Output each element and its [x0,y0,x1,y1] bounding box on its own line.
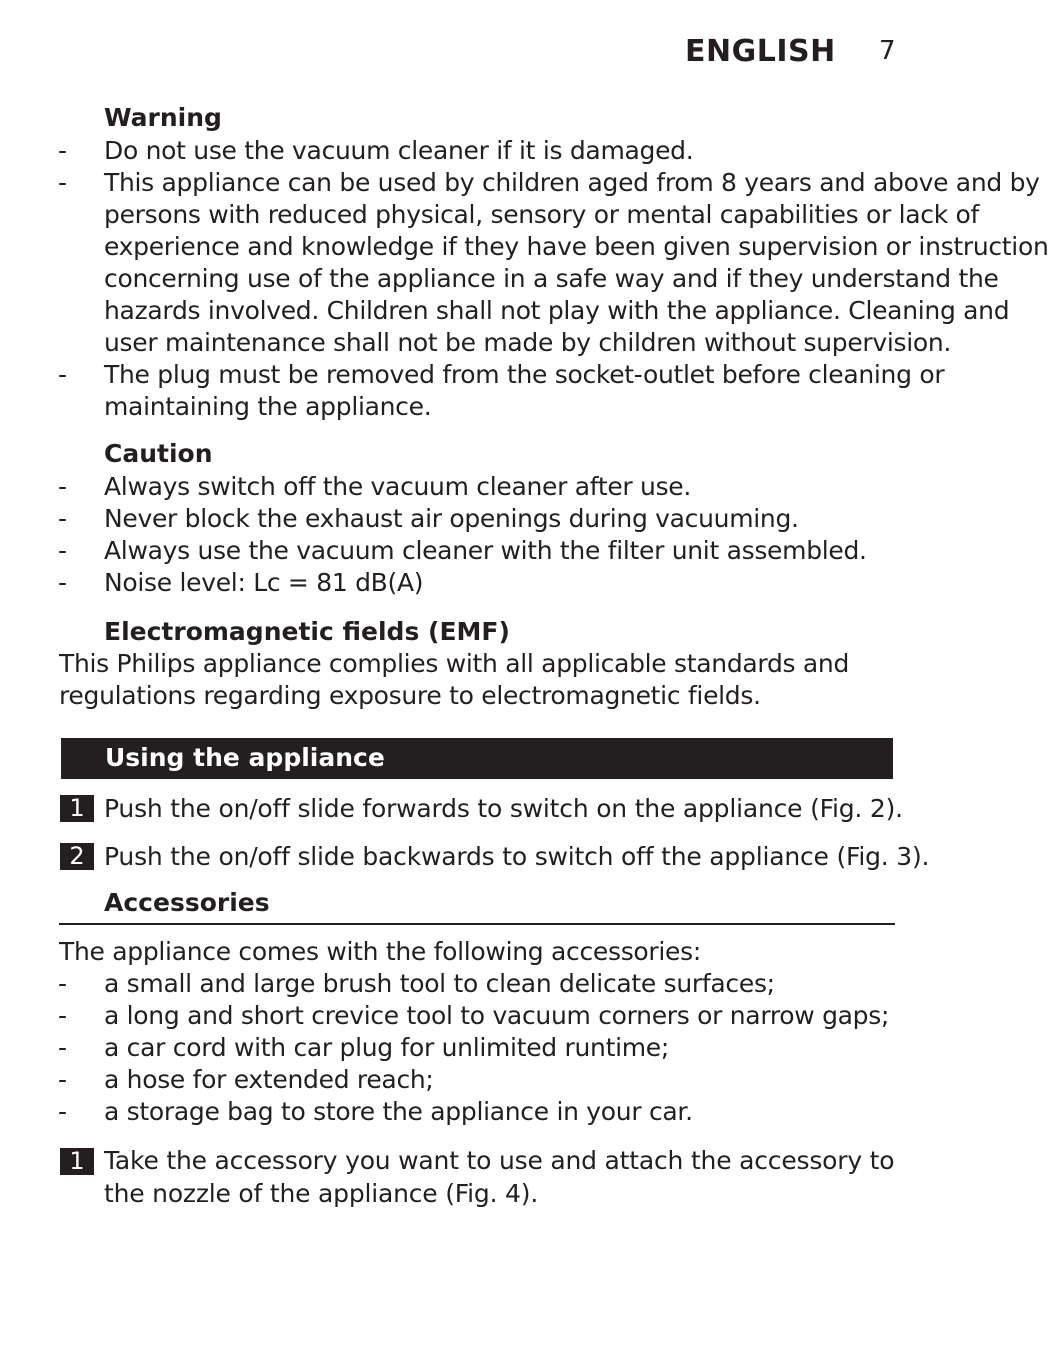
bullet-dash: - [58,536,68,565]
accessories-item-3: a car cord with car plug for unlimited runtime; [104,1033,669,1062]
step-number-box: 2 [60,843,94,870]
accessories-intro: The appliance comes with the following accessories: [59,937,701,966]
section-divider [59,923,895,925]
bullet-dash: - [58,472,68,501]
page-number: 7 [879,36,896,66]
step-number-box: 1 [60,1148,94,1175]
bullet-dash: - [58,1065,68,1094]
section-header-bar [61,738,893,779]
caution-item-2: Never block the exhaust air openings during vacuuming. [104,504,799,533]
accessories-item-4: a hose for extended reach; [104,1065,434,1094]
bullet-dash: - [58,1033,68,1062]
warning-item-2-line-3: experience and knowledge if they have been given supervision or instruction [104,232,1049,261]
warning-item-3-line-2: maintaining the appliance. [104,392,432,421]
bullet-dash: - [58,136,68,165]
bullet-dash: - [58,969,68,998]
warning-item-2-line-2: persons with reduced physical, sensory or mental capabilities or lack of [104,200,980,229]
warning-item-2-line-1: This appliance can be used by children aged from 8 years and above and by [104,168,1040,197]
section-language-header: ENGLISH [685,34,836,69]
accessories-item-2: a long and short crevice tool to vacuum corners or narrow gaps; [104,1001,890,1030]
accessories-step-1-line-2: the nozzle of the appliance (Fig. 4). [104,1179,539,1208]
bullet-dash: - [58,360,68,389]
accessories-item-1: a small and large brush tool to clean delicate surfaces; [104,969,775,998]
using-step-2: Push the on/off slide backwards to switch off the appliance (Fig. 3). [104,842,930,871]
warning-item-3-line-1: The plug must be removed from the socket-outlet before cleaning or [104,360,945,389]
emf-text-line-2: regulations regarding exposure to electromagnetic fields. [59,681,761,710]
using-heading: Using the appliance [105,743,385,772]
warning-heading: Warning [104,103,222,132]
caution-item-3: Always use the vacuum cleaner with the filter unit assembled. [104,536,867,565]
caution-item-1: Always switch off the vacuum cleaner after use. [104,472,692,501]
accessories-item-5: a storage bag to store the appliance in your car. [104,1097,693,1126]
accessories-heading: Accessories [104,888,270,917]
caution-item-4: Noise level: Lc = 81 dB(A) [104,568,424,597]
emf-heading: Electromagnetic fields (EMF) [104,617,510,646]
bullet-dash: - [58,1001,68,1030]
warning-item-1: Do not use the vacuum cleaner if it is damaged. [104,136,694,165]
warning-item-2-line-4: concerning use of the appliance in a safe way and if they understand the [104,264,999,293]
bullet-dash: - [58,1097,68,1126]
using-step-1: Push the on/off slide forwards to switch on the appliance (Fig. 2). [104,794,903,823]
bullet-dash: - [58,504,68,533]
caution-heading: Caution [104,439,213,468]
accessories-step-1-line-1: Take the accessory you want to use and attach the accessory to [104,1146,895,1175]
step-number-box: 1 [60,795,94,822]
bullet-dash: - [58,568,68,597]
warning-item-2-line-6: user maintenance shall not be made by children without supervision. [104,328,952,357]
bullet-dash: - [58,168,68,197]
warning-item-2-line-5: hazards involved. Children shall not play with the appliance. Cleaning and [104,296,1010,325]
emf-text-line-1: This Philips appliance complies with all applicable standards and [59,649,850,678]
